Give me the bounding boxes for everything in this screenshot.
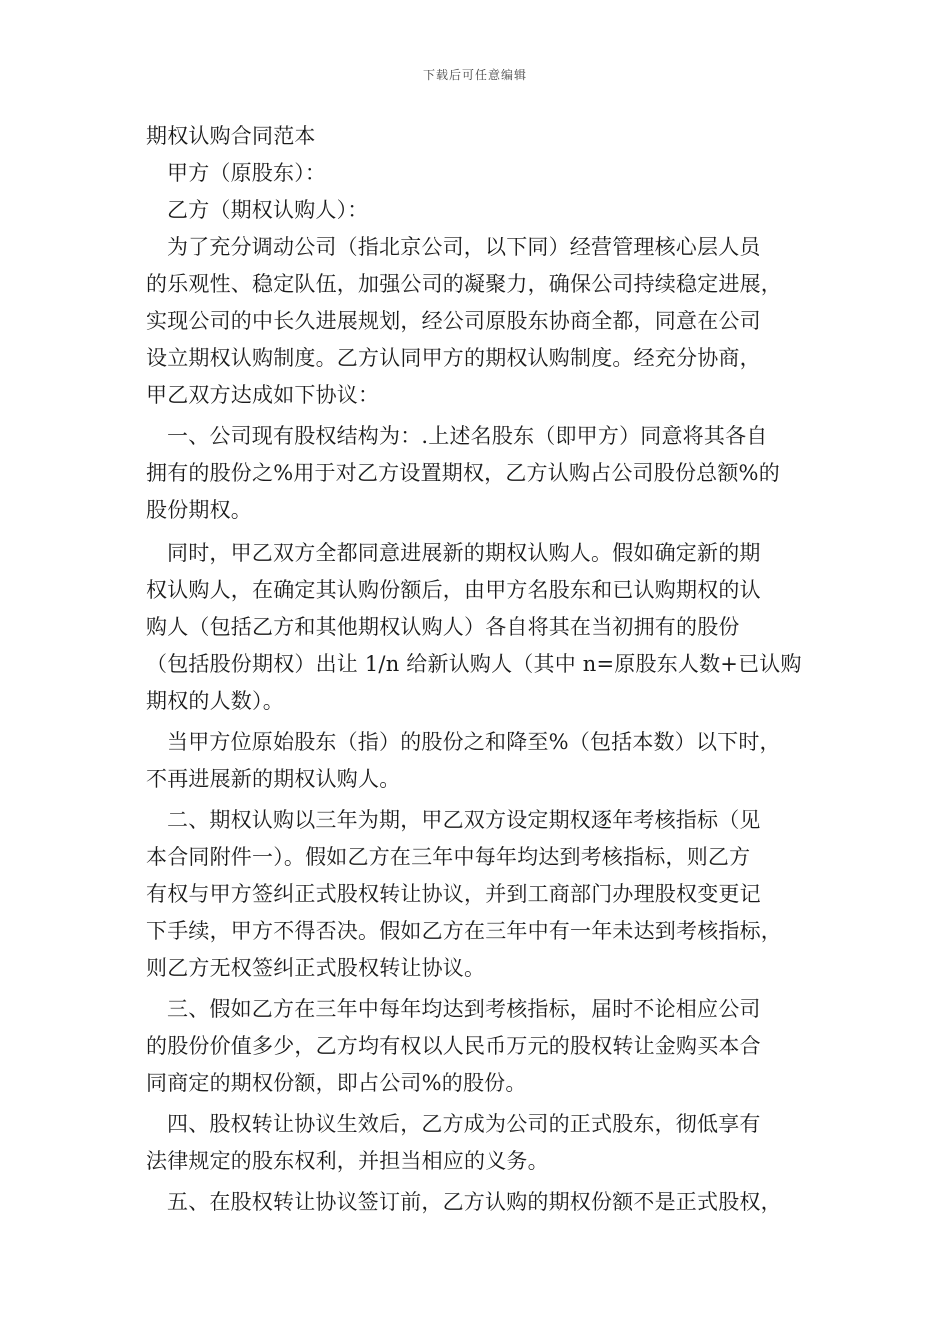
party-b-line: 乙方（期权认购人）： [167, 198, 369, 222]
document-title: 期权认购合同范本 [146, 124, 316, 148]
paragraph-clause-2: 二、期权认购以三年为期，甲乙双方设定期权逐年考核指标（见 本合同附件一）。假如乙方在三年中每年均达到考核指标，则乙方 有权与甲方签纠正式股权转让协议，并到工商部门办理股权变更记 下手续，甲方不得否决。假如乙方在三年中有一年未达到考核指标， 则乙方无权签纠正式股权转让协议。 [146, 808, 782, 980]
paragraph-clause-1: 一、公司现有股权结构为：.上述名股东（即甲方）同意将其各自 拥有的股份之%用于对乙方设置期权，乙方认购占公司股份总额%的 股份期权。 [146, 424, 780, 522]
paragraph-new-subscribers: 同时，甲乙双方全都同意进展新的期权认购人。假如确定新的期 权认购人，在确定其认购份额后，由甲方名股东和已认购期权的认 购人（包括乙方和其他期权认购人）各自将其在当初拥有的股份 （包括股份期权）出让 1/n 给新认购人（其中 n=原股东人数+已认购 期权的人数）。 [146, 541, 802, 713]
paragraph-clause-4: 四、股权转让协议生效后，乙方成为公司的正式股东，彻低享有 法律规定的股东权利，并担当相应的义务。 [146, 1112, 761, 1173]
paragraph-preamble: 为了充分调动公司（指北京公司，以下同）经营管理核心层人员 的乐观性、稳定队伍，加强公司的凝聚力，确保公司持续稳定进展， 实现公司的中长久进展规划，经公司原股东协商全都，同意在公司 设立期权认购制度。乙方认同甲方的期权认购制度。经充分协商， 甲乙双方达成如下协议： [146, 235, 782, 407]
paragraph-threshold: 当甲方位原始股东（指）的股份之和降至%（包括本数）以下时， 不再进展新的期权认购人。 [146, 730, 781, 791]
paragraph-clause-5: 五、在股权转让协议签订前，乙方认购的期权份额不是正式股权， [167, 1190, 782, 1214]
document-body [146, 118, 818, 1221]
paragraph-clause-3: 三、假如乙方在三年中每年均达到考核指标，届时不论相应公司 的股份价值多少，乙方均有权以人民币万元的股权转让金购买本合 同商定的期权份额，即占公司%的股份。 [146, 997, 761, 1095]
page-header: 下载后可任意编辑 [422, 68, 527, 82]
party-a-line: 甲方（原股东）： [167, 161, 327, 185]
